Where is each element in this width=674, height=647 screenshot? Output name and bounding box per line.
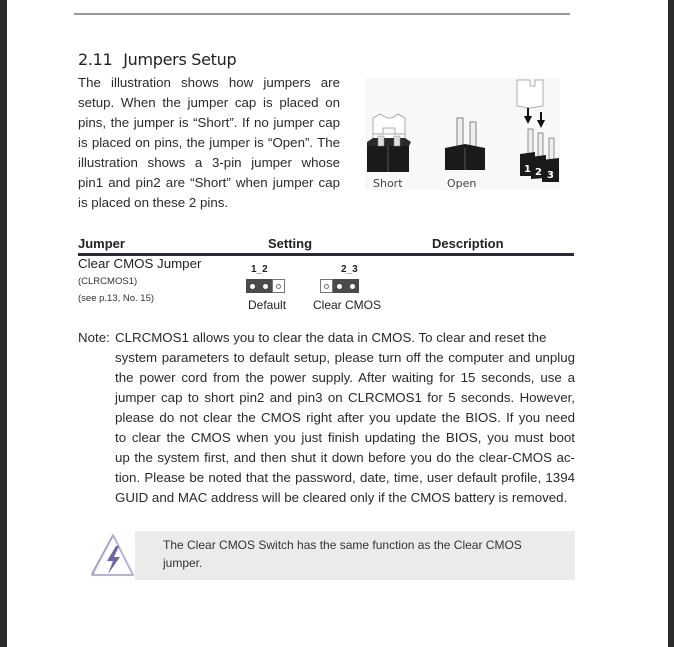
pin-shorted: [333, 279, 346, 293]
setting-pins-label: 1_2: [251, 264, 268, 275]
header-rule: [74, 13, 570, 15]
note-line: please do not clear the CMOS right after you update the BIOS. If you need: [115, 410, 575, 425]
note-line: jumper cap to short pin2 and pin3 on CLRCMOS1 for 5 seconds. However,: [115, 390, 575, 405]
pin-shorted: [346, 279, 359, 293]
intro-paragraph: [78, 73, 340, 213]
note-body: [115, 328, 575, 508]
pin-number: 2: [535, 167, 542, 178]
note-line: CLRCMOS1 allows you to clear the data in CMOS. To clear and reset the: [115, 330, 547, 345]
note-line: to clear the CMOS when you just finish updating the BIOS, you must boot: [115, 430, 575, 445]
jumper-diagram: [365, 78, 560, 190]
pin-block-default: [246, 279, 285, 293]
open-label: Open: [447, 177, 477, 190]
pin-number: 1: [524, 164, 531, 175]
setting-pins-label: 2_3: [341, 264, 358, 275]
intro-line: setup. When the jumper cap is placed on: [78, 95, 340, 110]
header-jumper: Jumper: [78, 236, 125, 251]
jumper-3pin-icon: [517, 80, 559, 182]
table-header: [78, 236, 574, 252]
jumper-code: (CLRCMOS1): [78, 276, 138, 287]
note-line: up the system first, and then shut it down before you do the clear-CMOS ac-: [115, 450, 575, 465]
pin-open: [320, 279, 333, 293]
section-title: [78, 50, 236, 69]
pin-open: [272, 279, 285, 293]
note-line: system parameters to default setup, please turn off the computer and unplug: [115, 350, 575, 365]
caution-line: The Clear CMOS Switch has the same function as the Clear CMOS: [163, 538, 522, 552]
document-page: [7, 0, 668, 647]
jumper-illustration: [365, 78, 560, 190]
caution-text: [163, 536, 563, 572]
jumper-short-icon: [367, 114, 411, 172]
intro-line: illustration shows a 3-pin jumper whose: [78, 155, 340, 170]
caution-box: [135, 531, 575, 580]
caution-line: jumper.: [163, 556, 203, 570]
intro-line: pin1 and pin2 are “Short” when jumper cap: [78, 175, 340, 190]
jumper-name: Clear CMOS Jumper: [78, 256, 202, 271]
note-line: the power cord from the power supply. After waiting for 15 seconds, use a: [115, 370, 575, 385]
warning-lightning-icon: [89, 533, 135, 578]
jumper-open-icon: [445, 118, 485, 170]
header-setting: Setting: [268, 236, 313, 251]
setting-caption-clear-cmos: Clear CMOS: [313, 298, 382, 312]
pin-shorted: [246, 279, 259, 293]
section-number: 2.11: [78, 50, 113, 69]
intro-line: is placed on these 2 pins.: [78, 195, 229, 210]
pin-number: 3: [547, 170, 554, 181]
intro-line: The illustration shows how jumpers are: [78, 75, 340, 90]
pin-shorted: [259, 279, 272, 293]
intro-line: pins, the jumper is “Short”. If no jumper cap: [78, 115, 340, 130]
pin-block-clear-cmos: [320, 279, 359, 293]
section-title-text: Jumpers Setup: [123, 50, 237, 69]
note-line: tion. Please be noted that the password, date, time, user default profile, 1394: [115, 470, 575, 485]
note-label: Note:: [78, 330, 110, 345]
intro-line: is placed on pins, the jumper is “Open”. The: [78, 135, 340, 150]
setting-caption-default: Default: [248, 298, 287, 312]
short-label: Short: [373, 177, 403, 190]
note-line: GUID and MAC address will be cleared only if the CMOS battery is removed.: [115, 490, 568, 505]
jumper-reference: (see p.13, No. 15): [78, 293, 155, 304]
header-description: Description: [432, 236, 504, 251]
